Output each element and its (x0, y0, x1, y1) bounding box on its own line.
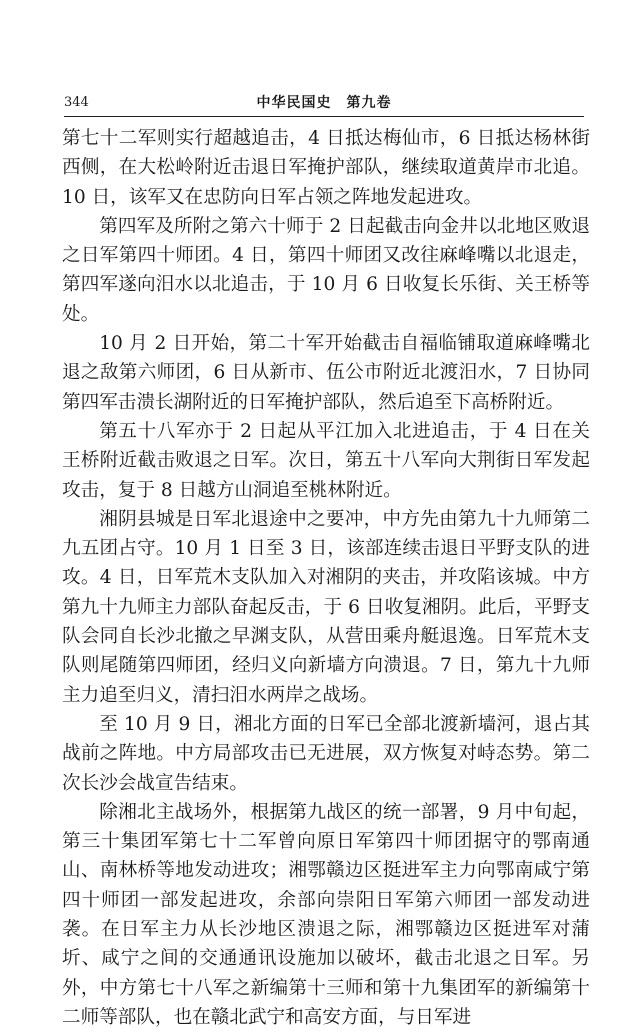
paragraph: 第五十八军亦于 2 日起从平江加入北进追击，于 4 日在关王桥附近截击败退之日军。次日，第五十八军向大荆街日军发起攻击，复于 8 日越方山洞追至桃林附近。 (62, 420, 590, 501)
running-header (64, 94, 584, 117)
body-text (62, 124, 590, 1032)
paragraph: 湘阴县城是日军北退途中之要冲，中方先由第九十九师第二九五团占守。10 月 1 日至 3 日，该部连续击退日平野支队的进攻。4 日，日军荒木支队加入对湘阴的夹击，并攻陷该城。中方第九十九师主力部队奋起反击，于 6 日收复湘阴。此后，平野支队会同自长沙北撤之早渊支队，从营田乘舟艇退逸。日军荒木支队则尾随第四师团，经归义向新墙方向溃退。7 日，第九十九师主力追至归义，清扫汨水两岸之战场。 (62, 508, 590, 706)
paragraph: 10 月 2 日开始，第二十军开始截击自福临铺取道麻峰嘴北退之敌第六师团，6 日从新市、伍公市附近北渡汨水，7 日协同第四军击溃长湖附近的日军掩护部队，然后追至下高桥附近。 (62, 333, 590, 413)
paragraph: 至 10 月 9 日，湘北方面的日军已全部北渡新墙河，退占其战前之阵地。中方局部攻击已无进展，双方恢复对峙态势。第二次长沙会战宣告结束。 (62, 713, 590, 794)
paragraph: 除湘北主战场外，根据第九战区的统一部署，9 月中旬起，第三十集团军第七十二军曾向原日军第四十师团据守的鄂南通山、南林桥等地发动进攻；湘鄂赣边区挺进军主力向鄂南咸宁第四十师团一部发起进攻，余部向崇阳日军第六师团一部发动进袭。在日军主力从长沙地区溃退之际，湘鄂赣边区挺进军对蒲圻、咸宁之间的交通通讯设施加以破坏，截击北退之日军。另外，中方第七十八军之新编第十三师和第十九集团军的新编第十二师等部队，也在赣北武宁和高安方面，与日军进 (62, 801, 590, 1028)
paragraph: 第七十二军则实行超越追击，4 日抵达梅仙市，6 日抵达杨林街西侧，在大松岭附近击退日军掩护部队，继续取道黄岸市北追。10 日，该军又在忠防向日军占领之阵地发起进攻。 (62, 128, 590, 208)
paragraph: 第四军及所附之第六十师于 2 日起截击向金井以北地区败退之日军第四十师团。4 日，第四十师团又改往麻峰嘴以北退走，第四军遂向汨水以北追击，于 10 月 6 日收复长乐街、关王桥等处。 (62, 215, 590, 325)
page-number: 344 (64, 95, 89, 110)
running-title: 中华民国史 第九卷 (256, 95, 392, 111)
